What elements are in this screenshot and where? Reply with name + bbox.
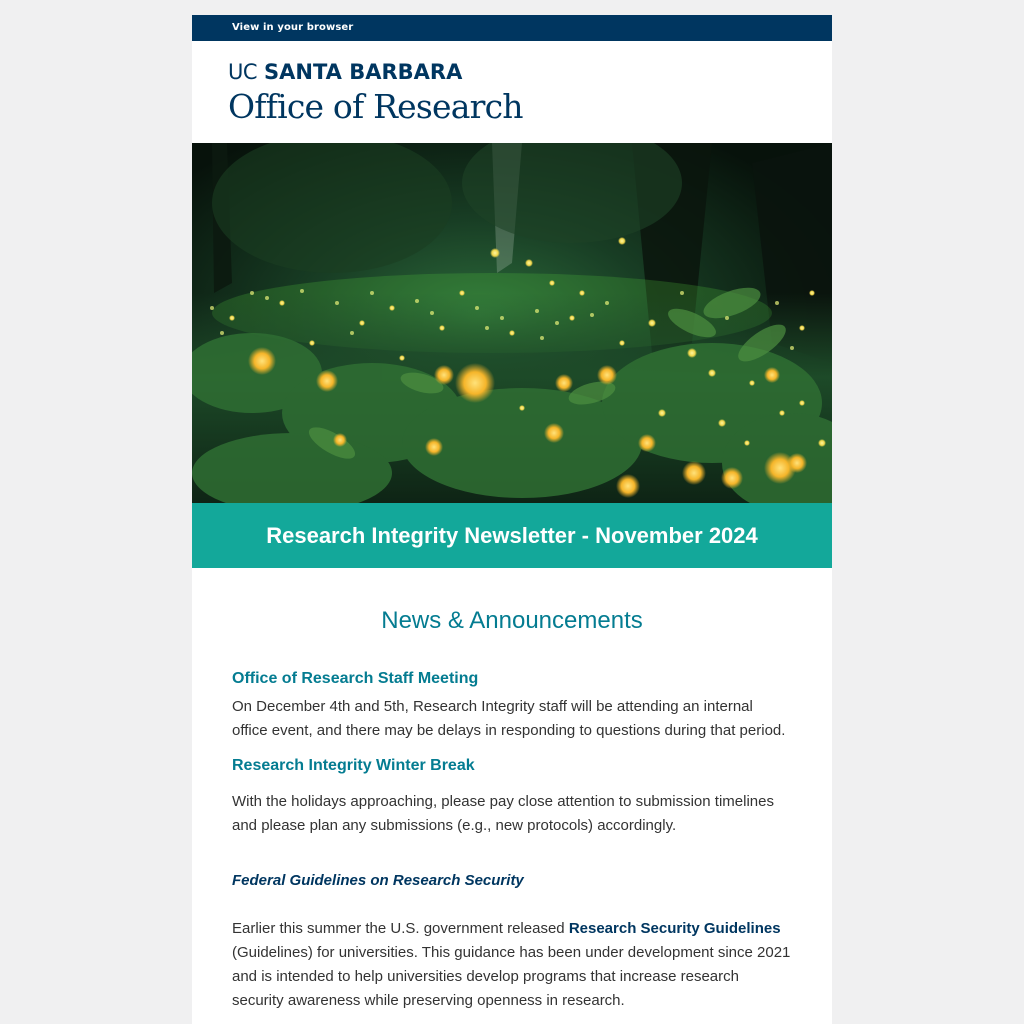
fireflies-forest-image [192, 143, 832, 503]
winter-break-body: With the holidays approaching, please pay close attention to submission timelines and please plan any submissions (e.g., new protocols) accordingly. [232, 793, 774, 834]
logo-santa-barbara: SANTA BARBARA [264, 60, 463, 84]
email-container [192, 15, 832, 1024]
logo-header [192, 41, 832, 143]
ucsb-wordmark[interactable] [228, 60, 462, 84]
office-of-research-title[interactable]: Office of Research [228, 87, 523, 126]
newsletter-title-band [192, 503, 832, 568]
newsletter-content [192, 606, 832, 1013]
federal-body-after: (Guidelines) for universities. This guidance has been under development since 2021 and is intended to help universities develop programs that increase research security awareness while preserving openness in research. [232, 944, 791, 1009]
hero-image [192, 143, 832, 503]
view-in-browser-link[interactable]: View in your browser [232, 22, 354, 33]
federal-guidelines-body [232, 917, 792, 1013]
staff-meeting-body: On December 4th and 5th, Research Integrity staff will be attending an internal office event, and there may be delays in responding to questions during that period. [232, 698, 786, 739]
federal-guidelines-title: Federal Guidelines on Research Security [232, 872, 524, 889]
research-security-guidelines-link[interactable]: Research Security Guidelines [568, 920, 781, 937]
federal-body-before: Earlier this summer the U.S. government released [232, 920, 569, 937]
top-bar [192, 15, 832, 41]
newsletter-title: Research Integrity Newsletter - November 2024 [266, 522, 758, 548]
logo-uc: UC [228, 60, 258, 84]
news-announcements-heading: News & Announcements [381, 607, 643, 634]
staff-meeting-title: Office of Research Staff Meeting [232, 670, 479, 687]
winter-break-title: Research Integrity Winter Break [232, 757, 475, 774]
